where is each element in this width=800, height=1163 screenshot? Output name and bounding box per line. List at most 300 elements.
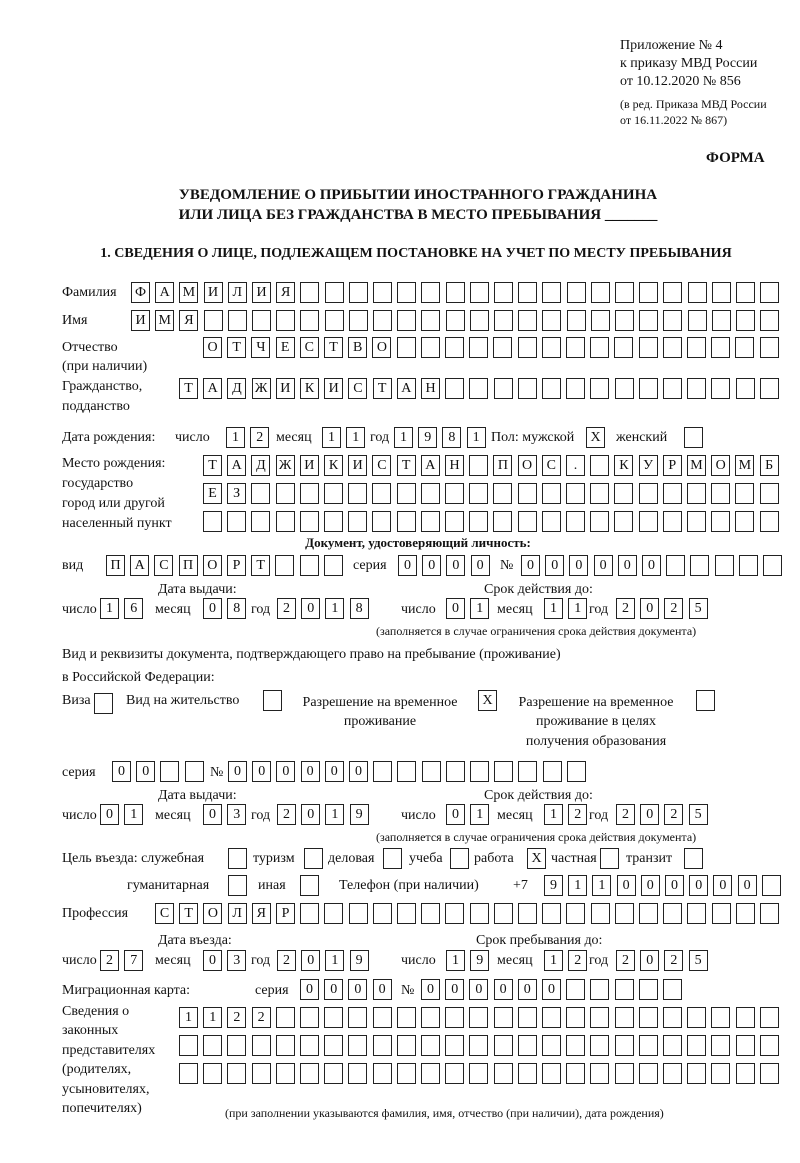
char-cell[interactable]: 2 [227, 1007, 246, 1028]
char-cell[interactable] [518, 483, 537, 504]
char-cell[interactable]: 0 [617, 875, 636, 896]
char-cell[interactable] [590, 455, 609, 476]
char-cell[interactable]: О [203, 337, 222, 358]
char-cell[interactable] [348, 483, 367, 504]
char-cell[interactable]: 8 [227, 598, 246, 619]
char-cell[interactable]: П [493, 455, 512, 476]
char-cell[interactable] [494, 282, 513, 303]
char-cell[interactable] [421, 1007, 440, 1028]
char-cell[interactable]: 1 [203, 1007, 222, 1028]
char-cell[interactable] [470, 282, 489, 303]
char-cell[interactable] [276, 310, 295, 331]
char-cell[interactable]: А [130, 555, 149, 576]
checkbox-cell[interactable] [450, 848, 469, 869]
char-cell[interactable]: Н [421, 378, 440, 399]
char-cell[interactable]: 0 [398, 555, 417, 576]
char-cell[interactable]: 1 [100, 598, 119, 619]
char-cell[interactable] [445, 511, 464, 532]
char-cell[interactable] [711, 483, 730, 504]
char-cell[interactable] [494, 761, 513, 782]
char-cell[interactable]: И [300, 455, 319, 476]
char-cell[interactable] [300, 1063, 319, 1084]
char-cell[interactable] [348, 1007, 367, 1028]
char-cell[interactable] [324, 903, 343, 924]
char-cell[interactable] [469, 1063, 488, 1084]
char-cell[interactable] [760, 337, 779, 358]
char-cell[interactable] [276, 1063, 295, 1084]
char-cell[interactable] [179, 1035, 198, 1056]
char-cell[interactable] [348, 511, 367, 532]
char-cell[interactable] [663, 1035, 682, 1056]
char-cell[interactable]: 3 [227, 804, 246, 825]
char-cell[interactable]: М [687, 455, 706, 476]
char-cell[interactable] [469, 455, 488, 476]
char-cell[interactable] [687, 1063, 706, 1084]
char-cell[interactable]: 2 [664, 804, 683, 825]
char-cell[interactable] [470, 310, 489, 331]
char-cell[interactable]: З [227, 483, 246, 504]
char-cell[interactable]: М [179, 282, 198, 303]
char-cell[interactable] [615, 378, 634, 399]
char-cell[interactable]: 0 [203, 950, 222, 971]
char-cell[interactable]: 2 [277, 950, 296, 971]
char-cell[interactable]: Л [228, 282, 247, 303]
char-cell[interactable] [615, 979, 634, 1000]
char-cell[interactable]: 2 [616, 804, 635, 825]
char-cell[interactable]: 2 [664, 950, 683, 971]
char-cell[interactable]: У [639, 455, 658, 476]
char-cell[interactable] [639, 282, 658, 303]
char-cell[interactable] [421, 1035, 440, 1056]
char-cell[interactable] [615, 1007, 634, 1028]
char-cell[interactable]: Е [203, 483, 222, 504]
checkbox-cell[interactable]: X [586, 427, 605, 448]
char-cell[interactable] [712, 310, 731, 331]
char-cell[interactable]: Т [203, 455, 222, 476]
char-cell[interactable]: М [735, 455, 754, 476]
char-cell[interactable]: 2 [616, 598, 635, 619]
char-cell[interactable] [666, 555, 685, 576]
char-cell[interactable]: 1 [325, 598, 344, 619]
char-cell[interactable] [639, 979, 658, 1000]
char-cell[interactable] [348, 1063, 367, 1084]
char-cell[interactable]: 1 [568, 875, 587, 896]
char-cell[interactable]: О [518, 455, 537, 476]
char-cell[interactable] [663, 1063, 682, 1084]
char-cell[interactable] [421, 511, 440, 532]
char-cell[interactable]: 2 [568, 804, 587, 825]
char-cell[interactable] [590, 378, 609, 399]
char-cell[interactable] [373, 310, 392, 331]
char-cell[interactable] [736, 1063, 755, 1084]
char-cell[interactable] [397, 1007, 416, 1028]
char-cell[interactable] [735, 511, 754, 532]
char-cell[interactable] [470, 761, 489, 782]
char-cell[interactable]: Е [276, 337, 295, 358]
char-cell[interactable] [276, 1035, 295, 1056]
char-cell[interactable]: 2 [664, 598, 683, 619]
char-cell[interactable] [373, 1035, 392, 1056]
char-cell[interactable]: 1 [322, 427, 341, 448]
char-cell[interactable] [421, 282, 440, 303]
char-cell[interactable] [639, 511, 658, 532]
char-cell[interactable] [373, 282, 392, 303]
char-cell[interactable]: 1 [325, 950, 344, 971]
char-cell[interactable] [542, 1063, 561, 1084]
char-cell[interactable] [762, 875, 781, 896]
char-cell[interactable] [688, 310, 707, 331]
char-cell[interactable]: 6 [124, 598, 143, 619]
char-cell[interactable] [203, 511, 222, 532]
char-cell[interactable]: 0 [618, 555, 637, 576]
char-cell[interactable]: 2 [250, 427, 269, 448]
char-cell[interactable] [663, 310, 682, 331]
char-cell[interactable]: 0 [446, 555, 465, 576]
char-cell[interactable] [373, 761, 392, 782]
char-cell[interactable] [349, 903, 368, 924]
char-cell[interactable] [590, 511, 609, 532]
char-cell[interactable] [494, 378, 513, 399]
char-cell[interactable]: М [155, 310, 174, 331]
char-cell[interactable] [542, 1007, 561, 1028]
char-cell[interactable] [615, 310, 634, 331]
char-cell[interactable] [324, 1007, 343, 1028]
char-cell[interactable]: Ж [276, 455, 295, 476]
char-cell[interactable] [348, 1035, 367, 1056]
char-cell[interactable] [712, 903, 731, 924]
char-cell[interactable]: 1 [226, 427, 245, 448]
char-cell[interactable] [324, 555, 343, 576]
char-cell[interactable]: 1 [446, 950, 465, 971]
char-cell[interactable] [349, 310, 368, 331]
char-cell[interactable] [591, 310, 610, 331]
char-cell[interactable]: Ж [252, 378, 271, 399]
char-cell[interactable] [566, 378, 585, 399]
char-cell[interactable] [397, 483, 416, 504]
char-cell[interactable] [760, 483, 779, 504]
char-cell[interactable] [445, 1007, 464, 1028]
char-cell[interactable]: 0 [100, 804, 119, 825]
char-cell[interactable] [494, 1035, 513, 1056]
char-cell[interactable] [566, 1035, 585, 1056]
char-cell[interactable]: 0 [594, 555, 613, 576]
char-cell[interactable] [324, 511, 343, 532]
char-cell[interactable]: А [227, 455, 246, 476]
char-cell[interactable]: 0 [569, 555, 588, 576]
char-cell[interactable] [639, 903, 658, 924]
char-cell[interactable]: 1 [544, 598, 563, 619]
char-cell[interactable]: 1 [592, 875, 611, 896]
char-cell[interactable]: 2 [616, 950, 635, 971]
checkbox-cell[interactable] [228, 848, 247, 869]
char-cell[interactable]: С [155, 903, 174, 924]
checkbox-cell[interactable] [94, 693, 113, 714]
char-cell[interactable]: О [203, 903, 222, 924]
char-cell[interactable] [324, 1035, 343, 1056]
char-cell[interactable] [639, 310, 658, 331]
char-cell[interactable]: 1 [470, 804, 489, 825]
char-cell[interactable] [663, 282, 682, 303]
char-cell[interactable] [590, 1007, 609, 1028]
char-cell[interactable] [760, 1063, 779, 1084]
char-cell[interactable] [542, 511, 561, 532]
char-cell[interactable]: Д [251, 455, 270, 476]
checkbox-cell[interactable] [263, 690, 282, 711]
char-cell[interactable]: 9 [470, 950, 489, 971]
char-cell[interactable]: 0 [445, 979, 464, 1000]
char-cell[interactable] [542, 483, 561, 504]
char-cell[interactable] [494, 1007, 513, 1028]
char-cell[interactable]: 0 [276, 761, 295, 782]
char-cell[interactable] [518, 378, 537, 399]
char-cell[interactable] [494, 903, 513, 924]
char-cell[interactable] [566, 337, 585, 358]
char-cell[interactable] [160, 761, 179, 782]
char-cell[interactable] [687, 511, 706, 532]
char-cell[interactable] [324, 483, 343, 504]
char-cell[interactable] [614, 483, 633, 504]
char-cell[interactable] [687, 1007, 706, 1028]
char-cell[interactable] [663, 483, 682, 504]
char-cell[interactable]: 1 [346, 427, 365, 448]
char-cell[interactable] [446, 761, 465, 782]
char-cell[interactable] [228, 310, 247, 331]
char-cell[interactable]: А [203, 378, 222, 399]
char-cell[interactable]: Т [373, 378, 392, 399]
char-cell[interactable]: О [711, 455, 730, 476]
char-cell[interactable]: 0 [349, 761, 368, 782]
char-cell[interactable] [373, 1063, 392, 1084]
char-cell[interactable]: С [154, 555, 173, 576]
char-cell[interactable] [300, 1007, 319, 1028]
char-cell[interactable] [715, 555, 734, 576]
char-cell[interactable]: 0 [494, 979, 513, 1000]
char-cell[interactable]: 0 [203, 804, 222, 825]
char-cell[interactable]: О [372, 337, 391, 358]
char-cell[interactable]: 1 [394, 427, 413, 448]
char-cell[interactable] [518, 1007, 537, 1028]
char-cell[interactable] [300, 483, 319, 504]
char-cell[interactable] [639, 1007, 658, 1028]
char-cell[interactable]: 9 [544, 875, 563, 896]
char-cell[interactable] [469, 1007, 488, 1028]
char-cell[interactable] [300, 282, 319, 303]
char-cell[interactable] [493, 337, 512, 358]
char-cell[interactable] [739, 555, 758, 576]
char-cell[interactable] [590, 979, 609, 1000]
char-cell[interactable]: Б [760, 455, 779, 476]
char-cell[interactable] [373, 1007, 392, 1028]
char-cell[interactable] [397, 903, 416, 924]
char-cell[interactable]: Н [445, 455, 464, 476]
checkbox-cell[interactable] [228, 875, 247, 896]
char-cell[interactable]: 2 [568, 950, 587, 971]
char-cell[interactable]: 9 [418, 427, 437, 448]
char-cell[interactable] [567, 310, 586, 331]
char-cell[interactable] [518, 511, 537, 532]
char-cell[interactable]: 8 [350, 598, 369, 619]
char-cell[interactable] [518, 310, 537, 331]
char-cell[interactable]: 0 [665, 875, 684, 896]
char-cell[interactable] [760, 310, 779, 331]
char-cell[interactable]: 2 [277, 598, 296, 619]
char-cell[interactable] [590, 337, 609, 358]
char-cell[interactable]: В [348, 337, 367, 358]
char-cell[interactable]: 0 [641, 875, 660, 896]
char-cell[interactable]: 0 [136, 761, 155, 782]
char-cell[interactable] [711, 511, 730, 532]
char-cell[interactable] [421, 337, 440, 358]
char-cell[interactable] [422, 761, 441, 782]
char-cell[interactable]: 0 [642, 555, 661, 576]
char-cell[interactable]: Ф [131, 282, 150, 303]
char-cell[interactable] [276, 483, 295, 504]
char-cell[interactable] [566, 511, 585, 532]
char-cell[interactable] [615, 1063, 634, 1084]
char-cell[interactable] [275, 555, 294, 576]
char-cell[interactable] [349, 282, 368, 303]
char-cell[interactable] [469, 511, 488, 532]
char-cell[interactable] [445, 483, 464, 504]
char-cell[interactable] [542, 378, 561, 399]
char-cell[interactable]: Я [252, 903, 271, 924]
char-cell[interactable] [397, 337, 416, 358]
char-cell[interactable]: 2 [252, 1007, 271, 1028]
char-cell[interactable] [736, 378, 755, 399]
char-cell[interactable] [591, 903, 610, 924]
char-cell[interactable]: 0 [640, 598, 659, 619]
char-cell[interactable] [711, 1063, 730, 1084]
char-cell[interactable] [736, 1035, 755, 1056]
char-cell[interactable] [372, 483, 391, 504]
char-cell[interactable] [325, 282, 344, 303]
char-cell[interactable]: 0 [640, 804, 659, 825]
char-cell[interactable] [566, 903, 585, 924]
char-cell[interactable]: П [179, 555, 198, 576]
char-cell[interactable]: Л [228, 903, 247, 924]
char-cell[interactable]: 0 [545, 555, 564, 576]
char-cell[interactable] [446, 310, 465, 331]
char-cell[interactable] [421, 310, 440, 331]
char-cell[interactable] [469, 337, 488, 358]
char-cell[interactable]: Я [179, 310, 198, 331]
char-cell[interactable] [372, 511, 391, 532]
checkbox-cell[interactable] [304, 848, 323, 869]
char-cell[interactable] [639, 378, 658, 399]
char-cell[interactable]: 3 [227, 950, 246, 971]
char-cell[interactable]: 1 [568, 598, 587, 619]
char-cell[interactable] [663, 511, 682, 532]
char-cell[interactable] [251, 483, 270, 504]
char-cell[interactable] [711, 378, 730, 399]
char-cell[interactable]: 0 [203, 598, 222, 619]
char-cell[interactable]: К [614, 455, 633, 476]
char-cell[interactable] [300, 511, 319, 532]
char-cell[interactable]: Я [276, 282, 295, 303]
char-cell[interactable] [518, 903, 537, 924]
char-cell[interactable]: Ч [251, 337, 270, 358]
char-cell[interactable] [203, 1035, 222, 1056]
char-cell[interactable]: 0 [373, 979, 392, 1000]
char-cell[interactable]: О [203, 555, 222, 576]
checkbox-cell[interactable] [600, 848, 619, 869]
char-cell[interactable]: А [421, 455, 440, 476]
char-cell[interactable]: Т [179, 903, 198, 924]
char-cell[interactable]: И [252, 282, 271, 303]
char-cell[interactable]: Р [663, 455, 682, 476]
char-cell[interactable] [736, 1007, 755, 1028]
char-cell[interactable]: 1 [179, 1007, 198, 1028]
char-cell[interactable] [445, 1063, 464, 1084]
char-cell[interactable] [373, 903, 392, 924]
char-cell[interactable] [445, 1035, 464, 1056]
char-cell[interactable]: 0 [469, 979, 488, 1000]
char-cell[interactable]: 0 [713, 875, 732, 896]
char-cell[interactable]: 0 [422, 555, 441, 576]
checkbox-cell[interactable] [684, 427, 703, 448]
char-cell[interactable] [711, 1035, 730, 1056]
char-cell[interactable] [711, 1007, 730, 1028]
char-cell[interactable]: 0 [446, 598, 465, 619]
char-cell[interactable]: 9 [350, 950, 369, 971]
char-cell[interactable] [494, 310, 513, 331]
char-cell[interactable]: И [131, 310, 150, 331]
char-cell[interactable]: 0 [421, 979, 440, 1000]
char-cell[interactable] [493, 511, 512, 532]
checkbox-cell[interactable] [300, 875, 319, 896]
char-cell[interactable] [300, 1035, 319, 1056]
char-cell[interactable] [615, 903, 634, 924]
char-cell[interactable] [688, 282, 707, 303]
char-cell[interactable]: 0 [301, 950, 320, 971]
char-cell[interactable]: Т [324, 337, 343, 358]
char-cell[interactable] [518, 761, 537, 782]
char-cell[interactable]: 0 [348, 979, 367, 1000]
char-cell[interactable] [276, 511, 295, 532]
char-cell[interactable] [300, 903, 319, 924]
char-cell[interactable]: . [566, 455, 585, 476]
char-cell[interactable] [446, 282, 465, 303]
char-cell[interactable] [324, 1063, 343, 1084]
char-cell[interactable]: Д [227, 378, 246, 399]
char-cell[interactable] [421, 1063, 440, 1084]
checkbox-cell[interactable]: X [478, 690, 497, 711]
char-cell[interactable] [397, 310, 416, 331]
char-cell[interactable] [227, 1035, 246, 1056]
char-cell[interactable]: Т [179, 378, 198, 399]
char-cell[interactable]: 0 [324, 979, 343, 1000]
char-cell[interactable] [542, 282, 561, 303]
char-cell[interactable] [760, 903, 779, 924]
char-cell[interactable] [179, 1063, 198, 1084]
char-cell[interactable] [615, 282, 634, 303]
char-cell[interactable] [469, 378, 488, 399]
char-cell[interactable]: 1 [544, 804, 563, 825]
char-cell[interactable] [566, 1007, 585, 1028]
char-cell[interactable]: С [300, 337, 319, 358]
char-cell[interactable]: 0 [300, 979, 319, 1000]
char-cell[interactable] [760, 1007, 779, 1028]
char-cell[interactable] [736, 282, 755, 303]
char-cell[interactable]: 0 [542, 979, 561, 1000]
char-cell[interactable] [204, 310, 223, 331]
char-cell[interactable] [663, 979, 682, 1000]
char-cell[interactable]: И [324, 378, 343, 399]
char-cell[interactable] [566, 483, 585, 504]
char-cell[interactable] [185, 761, 204, 782]
char-cell[interactable]: 5 [689, 950, 708, 971]
char-cell[interactable]: 0 [301, 598, 320, 619]
